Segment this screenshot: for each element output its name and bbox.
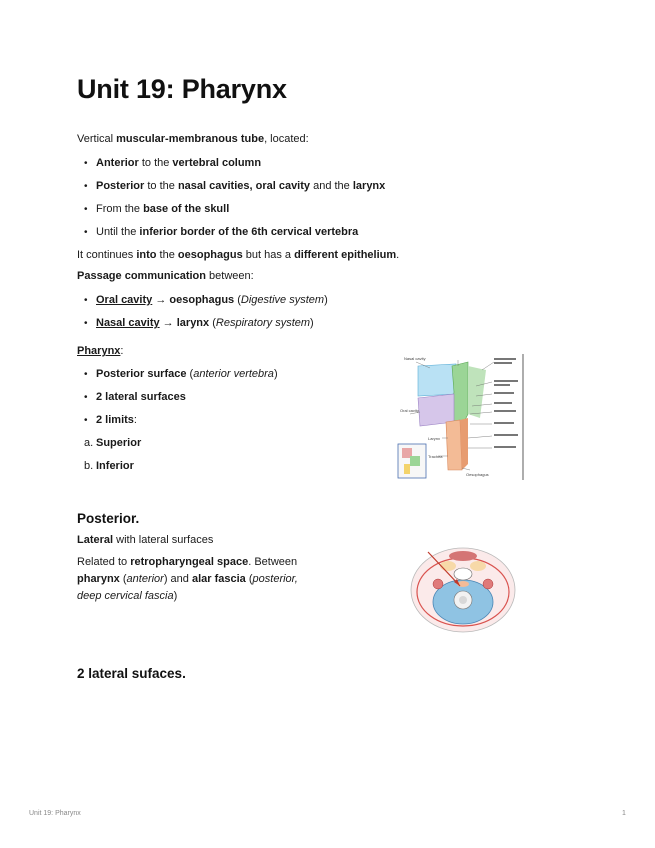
pharynx-sagittal-figure <box>396 352 526 482</box>
neck-cross-section-figure <box>408 544 518 634</box>
carotid-right <box>483 579 493 589</box>
posterior-line-3: pharynx (anterior) and alar fascia (posterior, <box>77 573 298 585</box>
larynx-region <box>446 420 462 470</box>
thyroid-right <box>470 561 486 571</box>
page-title: Unit 19: Pharynx <box>77 74 287 104</box>
list-item: b. Inferior <box>84 460 134 472</box>
infrahyoid-muscles <box>449 551 477 561</box>
passage-line: Passage communication between: <box>77 270 254 282</box>
figure-label: Oral cavity <box>400 408 419 413</box>
carotid-left <box>433 579 443 589</box>
inset-green <box>410 456 420 466</box>
spinal-cord <box>459 596 467 604</box>
list-item: • 2 lateral surfaces <box>84 391 186 403</box>
list-item: • Nasal cavity → larynx (Respiratory system) <box>84 317 314 329</box>
thyroid-left <box>440 561 456 571</box>
oral-region <box>418 394 454 426</box>
list-item: • Oral cavity → oesophagus (Digestive system) <box>84 294 328 306</box>
posterior-heading: Posterior. <box>77 511 140 526</box>
page-number: 1 <box>622 810 626 817</box>
trachea <box>454 568 472 580</box>
list-item: • Posterior surface (anterior vertebra) <box>84 368 278 380</box>
inset-yellow <box>404 464 410 474</box>
posterior-line-2: Related to retropharyngeal space. Between <box>77 556 298 568</box>
intro-line: Vertical muscular-membranous tube, located: <box>77 133 309 145</box>
list-item: • Anterior to the vertebral column <box>84 157 262 169</box>
posterior-line-4: deep cervical fascia) <box>77 590 178 602</box>
list-item: a. Superior <box>84 437 142 449</box>
nasal-region <box>418 364 456 396</box>
list-item: • Posterior to the nasal cavities, oral cavity and the larynx <box>84 180 386 192</box>
list-item: • 2 limits: <box>84 414 137 426</box>
figure-label: Trachea <box>428 454 443 459</box>
footer-title: Unit 19: Pharynx <box>29 810 81 817</box>
posterior-line-1: Lateral with lateral surfaces <box>77 534 214 546</box>
figure-label: Larynx <box>428 436 441 441</box>
figure-label: Oesophagus <box>466 472 489 477</box>
list-item: • From the base of the skull <box>84 203 230 215</box>
continues-line: It continues into the oesophagus but has a different epithelium. <box>77 249 400 261</box>
figure-label: Nasal cavity <box>404 356 426 361</box>
lateral-heading: 2 lateral sufaces. <box>77 666 186 681</box>
pharynx-heading: Pharynx: <box>77 345 124 357</box>
list-item: • Until the inferior border of the 6th cervical vertebra <box>84 226 359 238</box>
